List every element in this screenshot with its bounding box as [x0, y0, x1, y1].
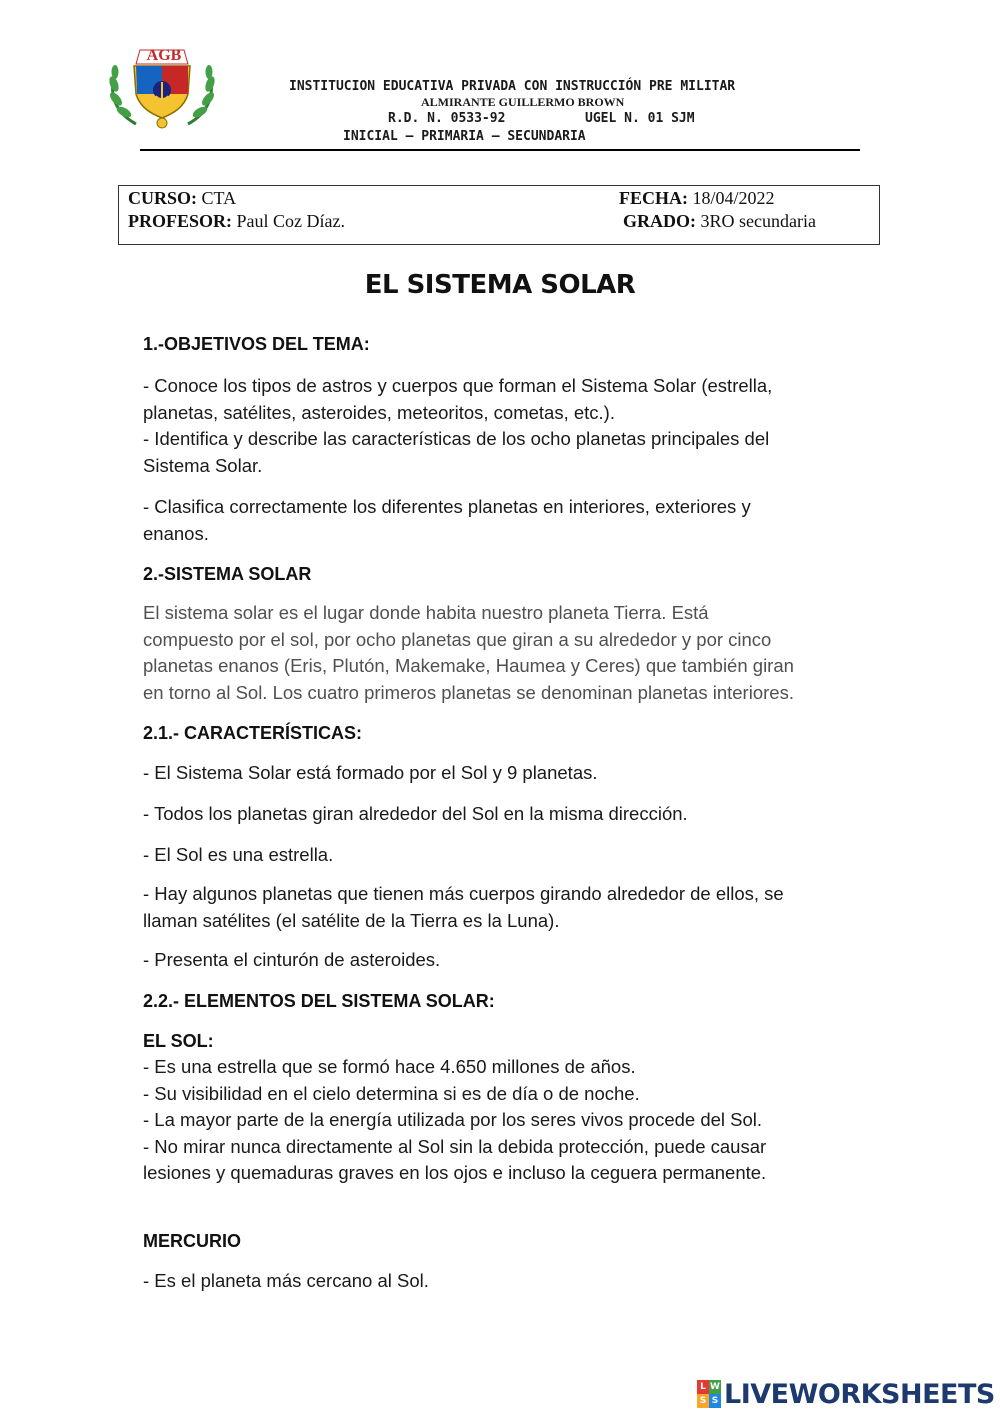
text-line: llaman satélites (el satélite de la Tierra es la Luna). — [143, 909, 560, 931]
school-logo — [106, 44, 218, 130]
text-line: - No mirar nunca directamente al Sol sin la debida protección, puede causar — [143, 1135, 767, 1157]
grado-field — [623, 211, 816, 232]
header-divider — [140, 149, 860, 151]
education-levels: INICIAL – PRIMARIA – SECUNDARIA — [343, 129, 586, 144]
section-heading-sistema-solar: 2.-SISTEMA SOLAR — [143, 564, 312, 584]
curso-value: CTA — [201, 188, 237, 208]
text-line: lesiones y quemaduras graves en los ojos e incluso la ceguera permanente. — [143, 1162, 767, 1183]
logo-tile: W — [710, 1382, 720, 1392]
objetivos-paragraph-1 — [143, 373, 863, 479]
caracteristica-item: - El Sistema Solar está formado por el Sol y 9 planetas. — [143, 762, 598, 783]
text-line: El sistema solar es el lugar donde habita nuestro planeta Tierra. Está — [143, 602, 709, 623]
fecha-label: FECHA: — [619, 188, 688, 208]
section-heading-elementos: 2.2.- ELEMENTOS DEL SISTEMA SOLAR: — [143, 991, 495, 1011]
caracteristica-item — [143, 881, 863, 934]
caracteristica-item: - Todos los planetas giran alrededor del Sol en la misma dirección. — [143, 803, 688, 824]
page-title: EL SISTEMA SOLAR — [364, 270, 636, 300]
sistema-solar-paragraph — [143, 600, 863, 706]
text-line: Sistema Solar. — [143, 454, 263, 476]
text-line: - Conoce los tipos de astros y cuerpos que forman el Sistema Solar (estrella, — [143, 375, 773, 396]
curso-label: CURSO: — [128, 188, 198, 208]
caracteristica-item: - Presenta el cinturón de asteroides. — [143, 949, 441, 970]
logo-tile: S — [709, 1394, 721, 1408]
liveworksheets-watermark[interactable] — [697, 1378, 995, 1410]
institution-name: INSTITUCION EDUCATIVA PRIVADA CON INSTRUCCIÓN PRE MILITAR — [289, 79, 736, 94]
logo-tile: L — [697, 1380, 709, 1394]
text-line: - Su visibilidad en el cielo determina si es de día o de noche. — [143, 1082, 640, 1104]
subheading-el-sol: EL SOL: — [143, 1031, 214, 1051]
grado-label: GRADO: — [623, 211, 696, 231]
fecha-value: 18/04/2022 — [692, 188, 775, 208]
fecha-field — [619, 188, 775, 209]
text-line: - Clasifica correctamente los diferentes planetas en interiores, exteriores y — [143, 496, 751, 517]
section-heading-objetivos: 1.-OBJETIVOS DEL TEMA: — [143, 334, 370, 354]
caracteristica-item: - El Sol es una estrella. — [143, 844, 334, 865]
institution-subname: ALMIRANTE GUILLERMO BROWN — [421, 95, 625, 109]
grado-value: 3RO secundaria — [700, 211, 816, 231]
mercurio-paragraph: - Es el planeta más cercano al Sol. — [143, 1270, 429, 1291]
text-line: - Es una estrella que se formó hace 4.650 millones de años. — [143, 1056, 636, 1077]
text-line: - La mayor parte de la energía utilizada por los seres vivos procede del Sol. — [143, 1109, 763, 1130]
text-line: en torno al Sol. Los cuatro primeros planetas se denominan planetas interiores. — [143, 681, 794, 703]
ugel-number: UGEL N. 01 SJM — [585, 111, 695, 126]
text-line: enanos. — [143, 522, 209, 544]
section-heading-caracteristicas: 2.1.- CARACTERÍSTICAS: — [143, 723, 363, 743]
profesor-value: Paul Coz Díaz. — [236, 211, 345, 231]
el-sol-paragraph — [143, 1054, 863, 1187]
resolution-number: R.D. N. 0533-92 — [388, 111, 506, 126]
text-line: planetas, satélites, asteroides, meteoritos, cometas, etc.). — [143, 401, 615, 423]
text-line: - Identifica y describe las características de los ocho planetas principales del — [143, 428, 770, 449]
text-line: planetas enanos (Eris, Plutón, Makemake, Haumea y Ceres) que también giran — [143, 655, 794, 676]
subheading-mercurio: MERCURIO — [143, 1231, 241, 1251]
profesor-field — [128, 211, 345, 232]
logo-tile: S — [697, 1394, 709, 1408]
text-line: - Hay algunos planetas que tienen más cuerpos girando alrededor de ellos, se — [143, 883, 784, 904]
objetivos-paragraph-2 — [143, 494, 863, 547]
curso-field — [128, 188, 236, 209]
profesor-label: PROFESOR: — [128, 211, 233, 231]
logo-text: AGB — [146, 47, 182, 64]
liveworksheets-logo-icon — [697, 1380, 721, 1408]
watermark-text: LIVEWORKSHEETS — [724, 1378, 995, 1410]
text-line: compuesto por el sol, por ocho planetas que giran a su alrededor y por cinco — [143, 628, 772, 650]
